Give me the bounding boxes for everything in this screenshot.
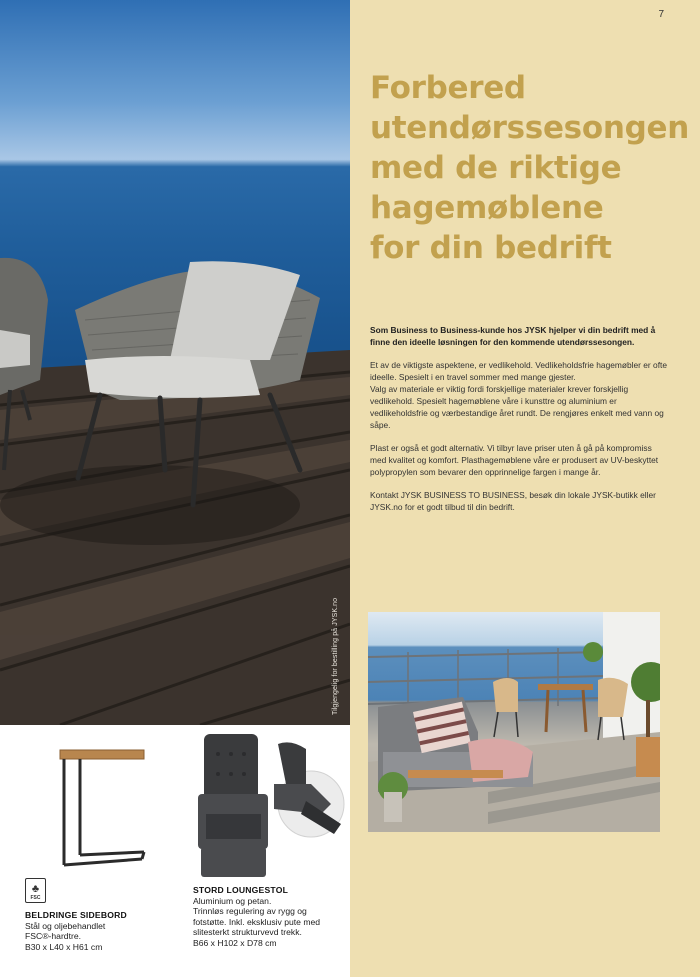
- body-paragraph: Plast er også et godt alternativ. Vi tilbyr lave priser uten å gå på kompromiss med kvalitet og komfort. Plasthagemøblene våre er produsert av UV-beskyttet polypropylen som bevarer den opprinnelige fargen i mange år.: [370, 443, 659, 477]
- fsc-label: FSC: [30, 895, 41, 901]
- terrace-chair-scene: [0, 0, 350, 725]
- balcony-scene: [368, 612, 660, 832]
- headline-line: med de riktige: [370, 150, 622, 186]
- headline: [370, 68, 690, 268]
- body-sentence: Et av de viktigste aspektene, er vedlikehold. Vedlikeholdsfrie hagemøbler er ofte ideelle. Spesielt i en travel sommer med mange gjester.: [370, 360, 668, 382]
- body-sentence: Valg av materiale er viktig fordi forskjellige materialer krever forskjellig vedlikehold. Spesielt hagemøblene våre i kunsttre og aluminium er vedlikeholdsfrie og værbestandige året rundt. De rengjøres enkelt med vann og såpe.: [370, 384, 664, 430]
- product-line: FSC®-hardtre.: [25, 931, 81, 941]
- product-stord: [193, 885, 343, 948]
- product-line: fotstøtte. Inkl. eksklusiv pute med: [193, 916, 321, 927]
- content-panel: [350, 0, 700, 977]
- lounge-chair-image: [196, 729, 346, 884]
- product-name: BELDRINGE SIDEBORD: [25, 910, 127, 920]
- tree-icon: ♣: [31, 883, 40, 895]
- product-line: B66 x H102 x D78 cm: [193, 937, 277, 948]
- headline-line: for din bedrift: [370, 230, 612, 266]
- headline-line: hagemøblene: [370, 190, 604, 226]
- hero-photo: [0, 0, 350, 725]
- products-section: [0, 725, 350, 977]
- body-paragraph: Kontakt JYSK BUSINESS TO BUSINESS, besøk din lokale JYSK-butikk eller JYSK.no for et godt tilbud til din bedrift.: [370, 490, 656, 512]
- product-line: Trinnløs regulering av rygg og: [193, 906, 307, 916]
- photo-caption: Tilgjengelig for bestilling på JYSK.no: [332, 597, 339, 715]
- balcony-photo: [368, 612, 660, 832]
- product-line: B30 x L40 x H61 cm: [25, 941, 103, 952]
- product-line: Aluminium og petan.: [193, 895, 272, 906]
- page-number: 7: [658, 9, 664, 20]
- product-beldringe: [25, 910, 175, 952]
- headline-line: utendørssesongen: [370, 110, 689, 146]
- product-line: Stål og oljebehandlet: [25, 920, 106, 931]
- headline-line: Forbered: [370, 70, 526, 106]
- body-paragraph: [370, 359, 670, 431]
- product-line: slitesterkt strukturvevd trekk.: [193, 927, 302, 937]
- lead-paragraph: Som Business to Business-kunde hos JYSK hjelper vi din bedrift med å finne den ideelle løsningen for den kommende utendørssesongen.: [370, 325, 656, 347]
- side-table-image: [52, 747, 152, 872]
- article-body: [370, 324, 670, 524]
- product-name: STORD LOUNGESTOL: [193, 885, 289, 895]
- fsc-icon: [25, 878, 46, 903]
